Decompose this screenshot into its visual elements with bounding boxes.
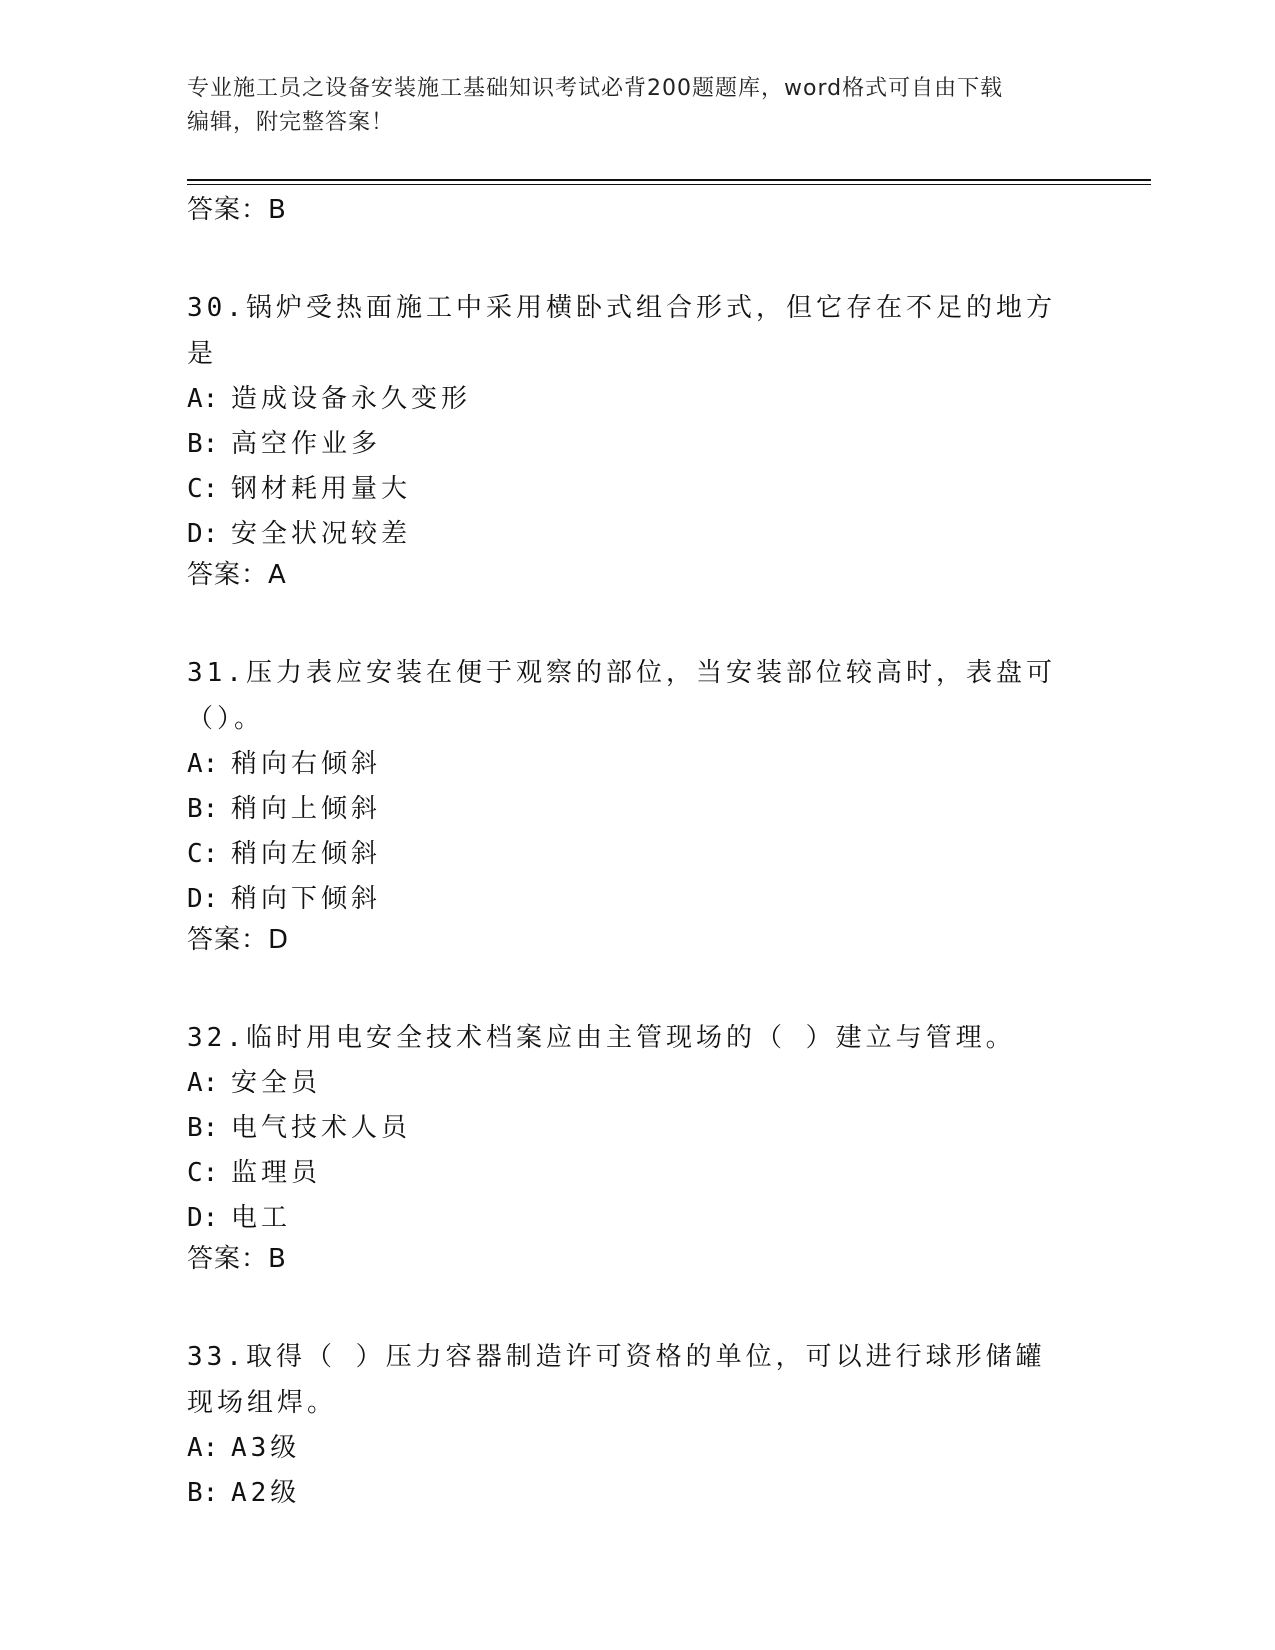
option-d — [187, 877, 1067, 922]
option-d — [187, 512, 1067, 557]
answer-value: D — [268, 925, 290, 955]
option-key: A: — [187, 749, 219, 779]
option-key: A: — [187, 1433, 219, 1463]
answer-line — [187, 922, 1067, 958]
question-text: 33.取得（ ）压力容器制造许可资格的单位，可以进行球形储罐现场组焊。 — [187, 1342, 1046, 1418]
option-a — [187, 1426, 1067, 1471]
option-key: A: — [187, 384, 219, 414]
option-text: 稍向上倾斜 — [231, 794, 382, 824]
option-b — [187, 1106, 1067, 1151]
answer-label: 答案： — [187, 195, 269, 225]
option-key: B: — [187, 1113, 219, 1143]
answer-line — [187, 557, 1067, 593]
option-key: B: — [187, 1478, 219, 1508]
answer-label: 答案： — [187, 1244, 269, 1274]
option-key: D: — [187, 1203, 219, 1233]
answer-value: A — [268, 560, 287, 590]
question-block — [187, 285, 1067, 593]
option-key: A: — [187, 1068, 219, 1098]
option-text: 安全状况较差 — [231, 519, 412, 549]
question-text: 31.压力表应安装在便于观察的部位，当安装部位较高时，表盘可（）。 — [187, 658, 1056, 734]
option-a — [187, 377, 1067, 422]
option-text: A2级 — [231, 1478, 301, 1508]
option-d — [187, 1196, 1067, 1241]
answer-label: 答案： — [187, 560, 269, 590]
option-key: B: — [187, 794, 219, 824]
header-divider-thin — [187, 184, 1151, 185]
option-key: C: — [187, 839, 219, 869]
document-header — [187, 72, 1087, 140]
option-a — [187, 742, 1067, 787]
answer-value: B — [268, 195, 287, 225]
option-text: 电工 — [231, 1203, 292, 1233]
option-key: D: — [187, 884, 219, 914]
option-c — [187, 1151, 1067, 1196]
option-text: 稍向下倾斜 — [231, 884, 382, 914]
option-c — [187, 467, 1067, 512]
option-text: 稍向左倾斜 — [231, 839, 382, 869]
answer-label: 答案： — [187, 925, 269, 955]
option-c — [187, 832, 1067, 877]
answer-value: B — [268, 1244, 287, 1274]
option-text: 安全员 — [231, 1068, 322, 1098]
option-text: 钢材耗用量大 — [231, 474, 412, 504]
header-line-2: 编辑，附完整答案！ — [187, 110, 395, 135]
option-text: A3级 — [231, 1433, 301, 1463]
question-list — [187, 192, 1067, 1516]
answer-line — [187, 192, 1067, 228]
option-key: B: — [187, 429, 219, 459]
question-block — [187, 1334, 1067, 1516]
question-block — [187, 650, 1067, 958]
header-line-1: 专业施工员之设备安装施工基础知识考试必背200题题库，word格式可自由下载 — [187, 76, 1004, 101]
option-text: 电气技术人员 — [231, 1113, 412, 1143]
option-b — [187, 422, 1067, 467]
option-text: 造成设备永久变形 — [231, 384, 472, 414]
option-key: C: — [187, 474, 219, 504]
header-divider — [187, 179, 1151, 181]
question-block — [187, 1015, 1067, 1277]
option-a — [187, 1061, 1067, 1106]
question-text: 30.锅炉受热面施工中采用横卧式组合形式，但它存在不足的地方是 — [187, 293, 1056, 369]
option-key: D: — [187, 519, 219, 549]
answer-line — [187, 1241, 1067, 1277]
option-text: 稍向右倾斜 — [231, 749, 382, 779]
option-b — [187, 787, 1067, 832]
option-text: 监理员 — [231, 1158, 322, 1188]
question-text: 32.临时用电安全技术档案应由主管现场的（ ）建立与管理。 — [187, 1023, 1016, 1053]
option-key: C: — [187, 1158, 219, 1188]
option-b — [187, 1471, 1067, 1516]
option-text: 高空作业多 — [231, 429, 382, 459]
